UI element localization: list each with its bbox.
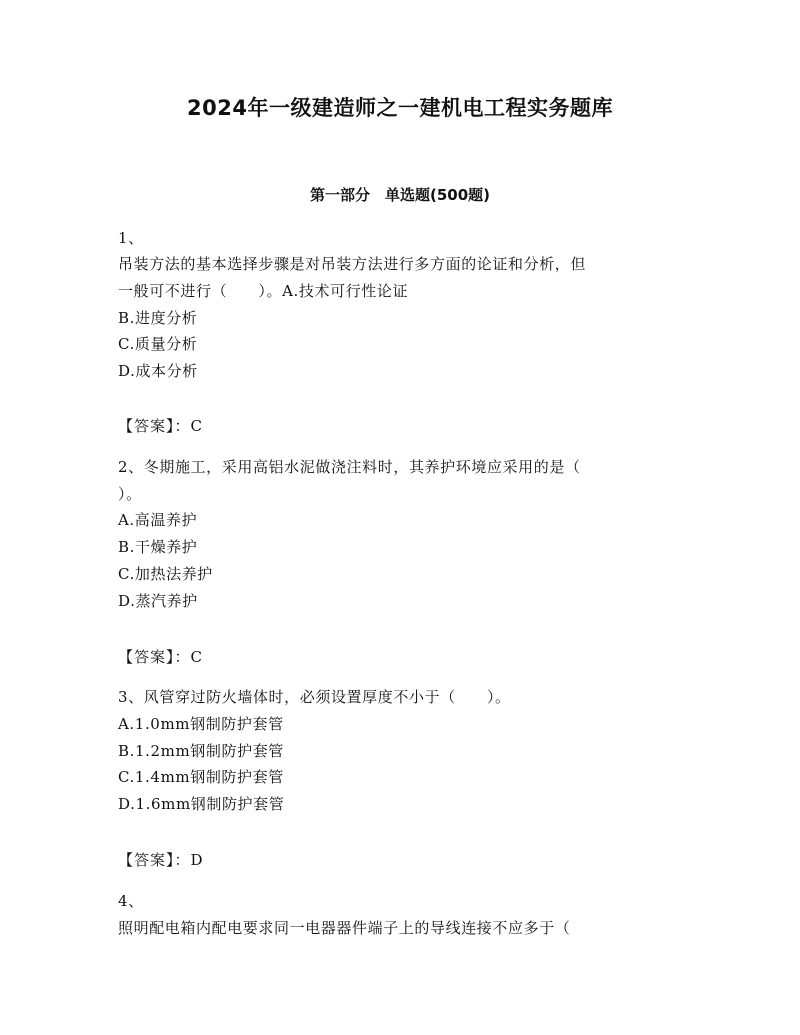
- question-3-stem: 3、风管穿过防火墙体时，必须设置厚度不小于（ ）。: [118, 688, 511, 706]
- question-2-option-b: B.干燥养护: [118, 538, 198, 556]
- question-3-option-c: C.1.4mm钢制防护套管: [118, 768, 284, 786]
- page-title: 2024年一级建造师之一建机电工程实务题库: [187, 96, 613, 120]
- section-heading: 第一部分 单选题(500题): [309, 186, 491, 204]
- question-2-option-d: D.蒸汽养护: [118, 592, 198, 610]
- question-2-stem-line-1: 2、冬期施工，采用高铝水泥做浇注料时，其养护环境应采用的是（: [118, 458, 581, 476]
- question-3-answer: 【答案】：D: [118, 851, 204, 869]
- question-2-stem-line-2: ）。: [118, 485, 142, 503]
- question-1-option-d: D.成本分析: [118, 362, 198, 380]
- question-2-answer: 【答案】：C: [118, 648, 203, 666]
- question-2-option-a: A.高温养护: [118, 511, 198, 529]
- question-1-stem-line-2: 一般可不进行（ ）。A.技术可行性论证: [118, 282, 409, 300]
- question-1-answer: 【答案】：C: [118, 417, 203, 435]
- question-3-option-b: B.1.2mm钢制防护套管: [118, 742, 284, 760]
- question-4-stem: 照明配电箱内配电要求同一电器器件端子上的导线连接不应多于（: [118, 919, 571, 937]
- question-3-option-a: A.1.0mm钢制防护套管: [118, 715, 284, 733]
- question-3-option-d: D.1.6mm钢制防护套管: [118, 795, 285, 813]
- question-1-option-b: B.进度分析: [118, 309, 198, 327]
- question-1-stem-line-1: 吊装方法的基本选择步骤是对吊装方法进行多方面的论证和分析，但: [118, 255, 587, 273]
- question-1-number: 1、: [118, 229, 144, 247]
- question-4-number: 4、: [118, 892, 144, 910]
- question-1-option-c: C.质量分析: [118, 335, 198, 353]
- question-2-option-c: C.加热法养护: [118, 565, 213, 583]
